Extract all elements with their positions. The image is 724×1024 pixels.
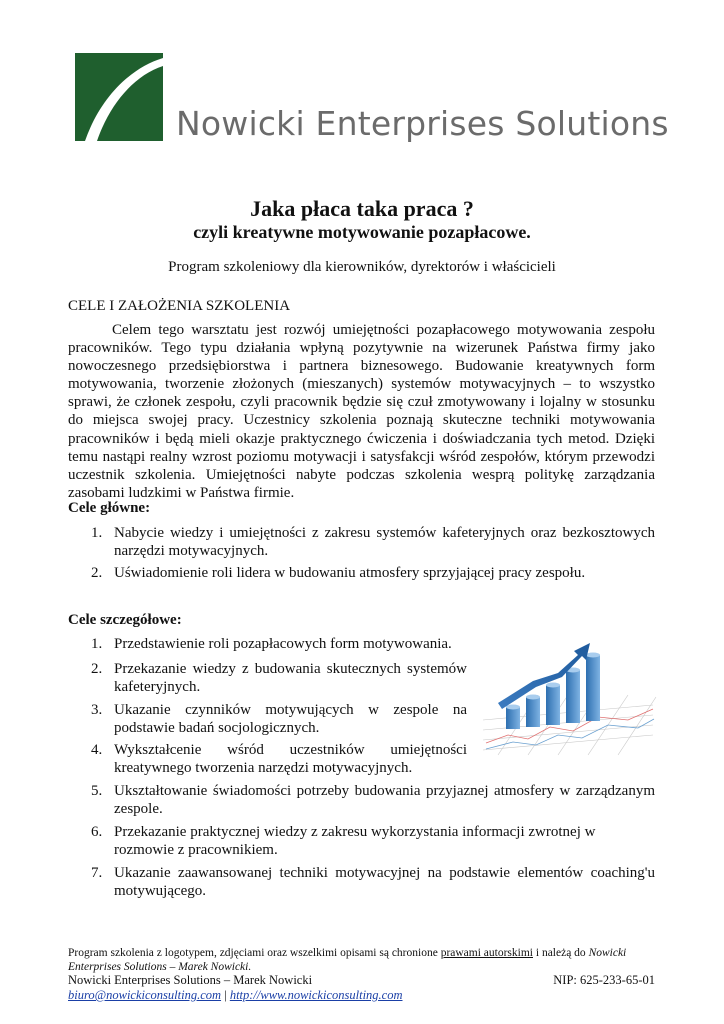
list-number: 4.	[91, 742, 103, 758]
footer-nip: NIP: 625-233-65-01	[553, 973, 655, 987]
company-logo	[75, 53, 163, 141]
growth-chart-illustration	[478, 625, 658, 760]
list-text: Ukazanie zaawansowanej techniki motywacyjnej na podstawie elementów coaching'u motywującego.	[114, 865, 655, 899]
list-text: Przedstawienie roli pozapłacowych form motywowania.	[114, 636, 452, 652]
detail-goals-heading: Cele szczegółowe:	[68, 612, 182, 628]
list-number: 1.	[91, 636, 103, 652]
program-audience: Program szkoleniowy dla kierowników, dyrektorów i właścicieli	[168, 259, 556, 275]
intro-paragraph: Celem tego warsztatu jest rozwój umiejętności pozapłacowego motywowania zespołu pracowników. Tego typu działania wpłyną pozytywnie na wizerunek Państwa firmy jako nowoczesnego przedsiębiorstwa i partnera biznesowego. Budowanie kreatywnych form motywowania, tworzenie złożonych (mieszanych) systemów motywacyjnych – to wszystko sprawi, że członek zespołu, czyli pracownik będzie się czuł zmotywowany i lojalny w stosunku do miejsca swojej pracy. Uczestnicy szkolenia poznają skuteczne techniki motywowania pracowników i będą mieli okazje praktycznego ćwiczenia i doświadczania tych metod. Dzięki temu nastąpi realny wzrost poziomu motywacji i satysfakcji wśród zespołów, którym przewodzi uczestnik szkolenia. Umiejętności nabyte podczas szkolenia wesprą politykę zarządzania zasobami ludzkimi w Państwa firmie.	[68, 322, 655, 501]
list-text: Ukazanie czynników motywujących w zespole na podstawie badań socjologicznych.	[114, 702, 467, 736]
section-heading: CELE I ZAŁOŻENIA SZKOLENIA	[68, 298, 291, 314]
company-name: Nowicki Enterprises Solutions	[176, 104, 669, 143]
company-footer-line	[68, 973, 655, 988]
list-text: Przekazanie wiedzy z budowania skutecznych systemów kafeteryjnych.	[114, 661, 467, 695]
list-text: Przekazanie praktycznej wiedzy z zakresu wykorzystania informacji zwrotnej w rozmowie z pracownikiem.	[114, 824, 596, 858]
email-link[interactable]: biuro@nowickiconsulting.com	[68, 988, 222, 1002]
list-number: 5.	[91, 783, 103, 799]
list-text: Ukształtowanie świadomości potrzeby budowania przyjaznej atmosfery w zarządzanym zespole.	[114, 783, 655, 817]
list-number: 7.	[91, 865, 103, 881]
contact-footer-line	[68, 988, 655, 1003]
logo-swoosh-icon	[75, 53, 163, 141]
main-goals-heading: Cele główne:	[68, 500, 151, 516]
footer-company: Nowicki Enterprises Solutions – Marek Nowicki	[68, 973, 313, 987]
list-number: 2.	[91, 565, 103, 581]
document-title: Jaka płaca taka praca ?	[250, 196, 474, 221]
document-subtitle: czyli kreatywne motywowanie pozapłacowe.	[193, 222, 531, 242]
copyright-notice	[68, 946, 655, 974]
list-text: Nabycie wiedzy i umiejętności z zakresu systemów kafeteryjnych oraz bezkosztowych narzędzi motywacyjnych.	[114, 525, 655, 559]
list-text: Wykształcenie wśród uczestników umiejętności kreatywnego tworzenia narzędzi motywacyjnych.	[114, 742, 467, 776]
list-number: 2.	[91, 661, 103, 677]
list-number: 1.	[91, 525, 103, 541]
list-text: Uświadomienie roli lidera w budowaniu atmosfery sprzyjającej pracy zespołu.	[114, 565, 586, 581]
copyright-link[interactable]: prawami autorskimi	[440, 947, 533, 959]
copyright-owner: Nowicki Enterprises Solutions – Marek Nowicki.	[68, 947, 627, 973]
copyright-text: Program szkolenia z logotypem, zdjęciami oraz wszelkimi opisami są chronione	[68, 947, 438, 959]
footer-separator: |	[224, 988, 227, 1002]
list-number: 3.	[91, 702, 103, 718]
copyright-text-mid: i należą do	[535, 947, 586, 959]
list-number: 6.	[91, 824, 103, 840]
website-link[interactable]: http://www.nowickiconsulting.com	[229, 988, 403, 1002]
